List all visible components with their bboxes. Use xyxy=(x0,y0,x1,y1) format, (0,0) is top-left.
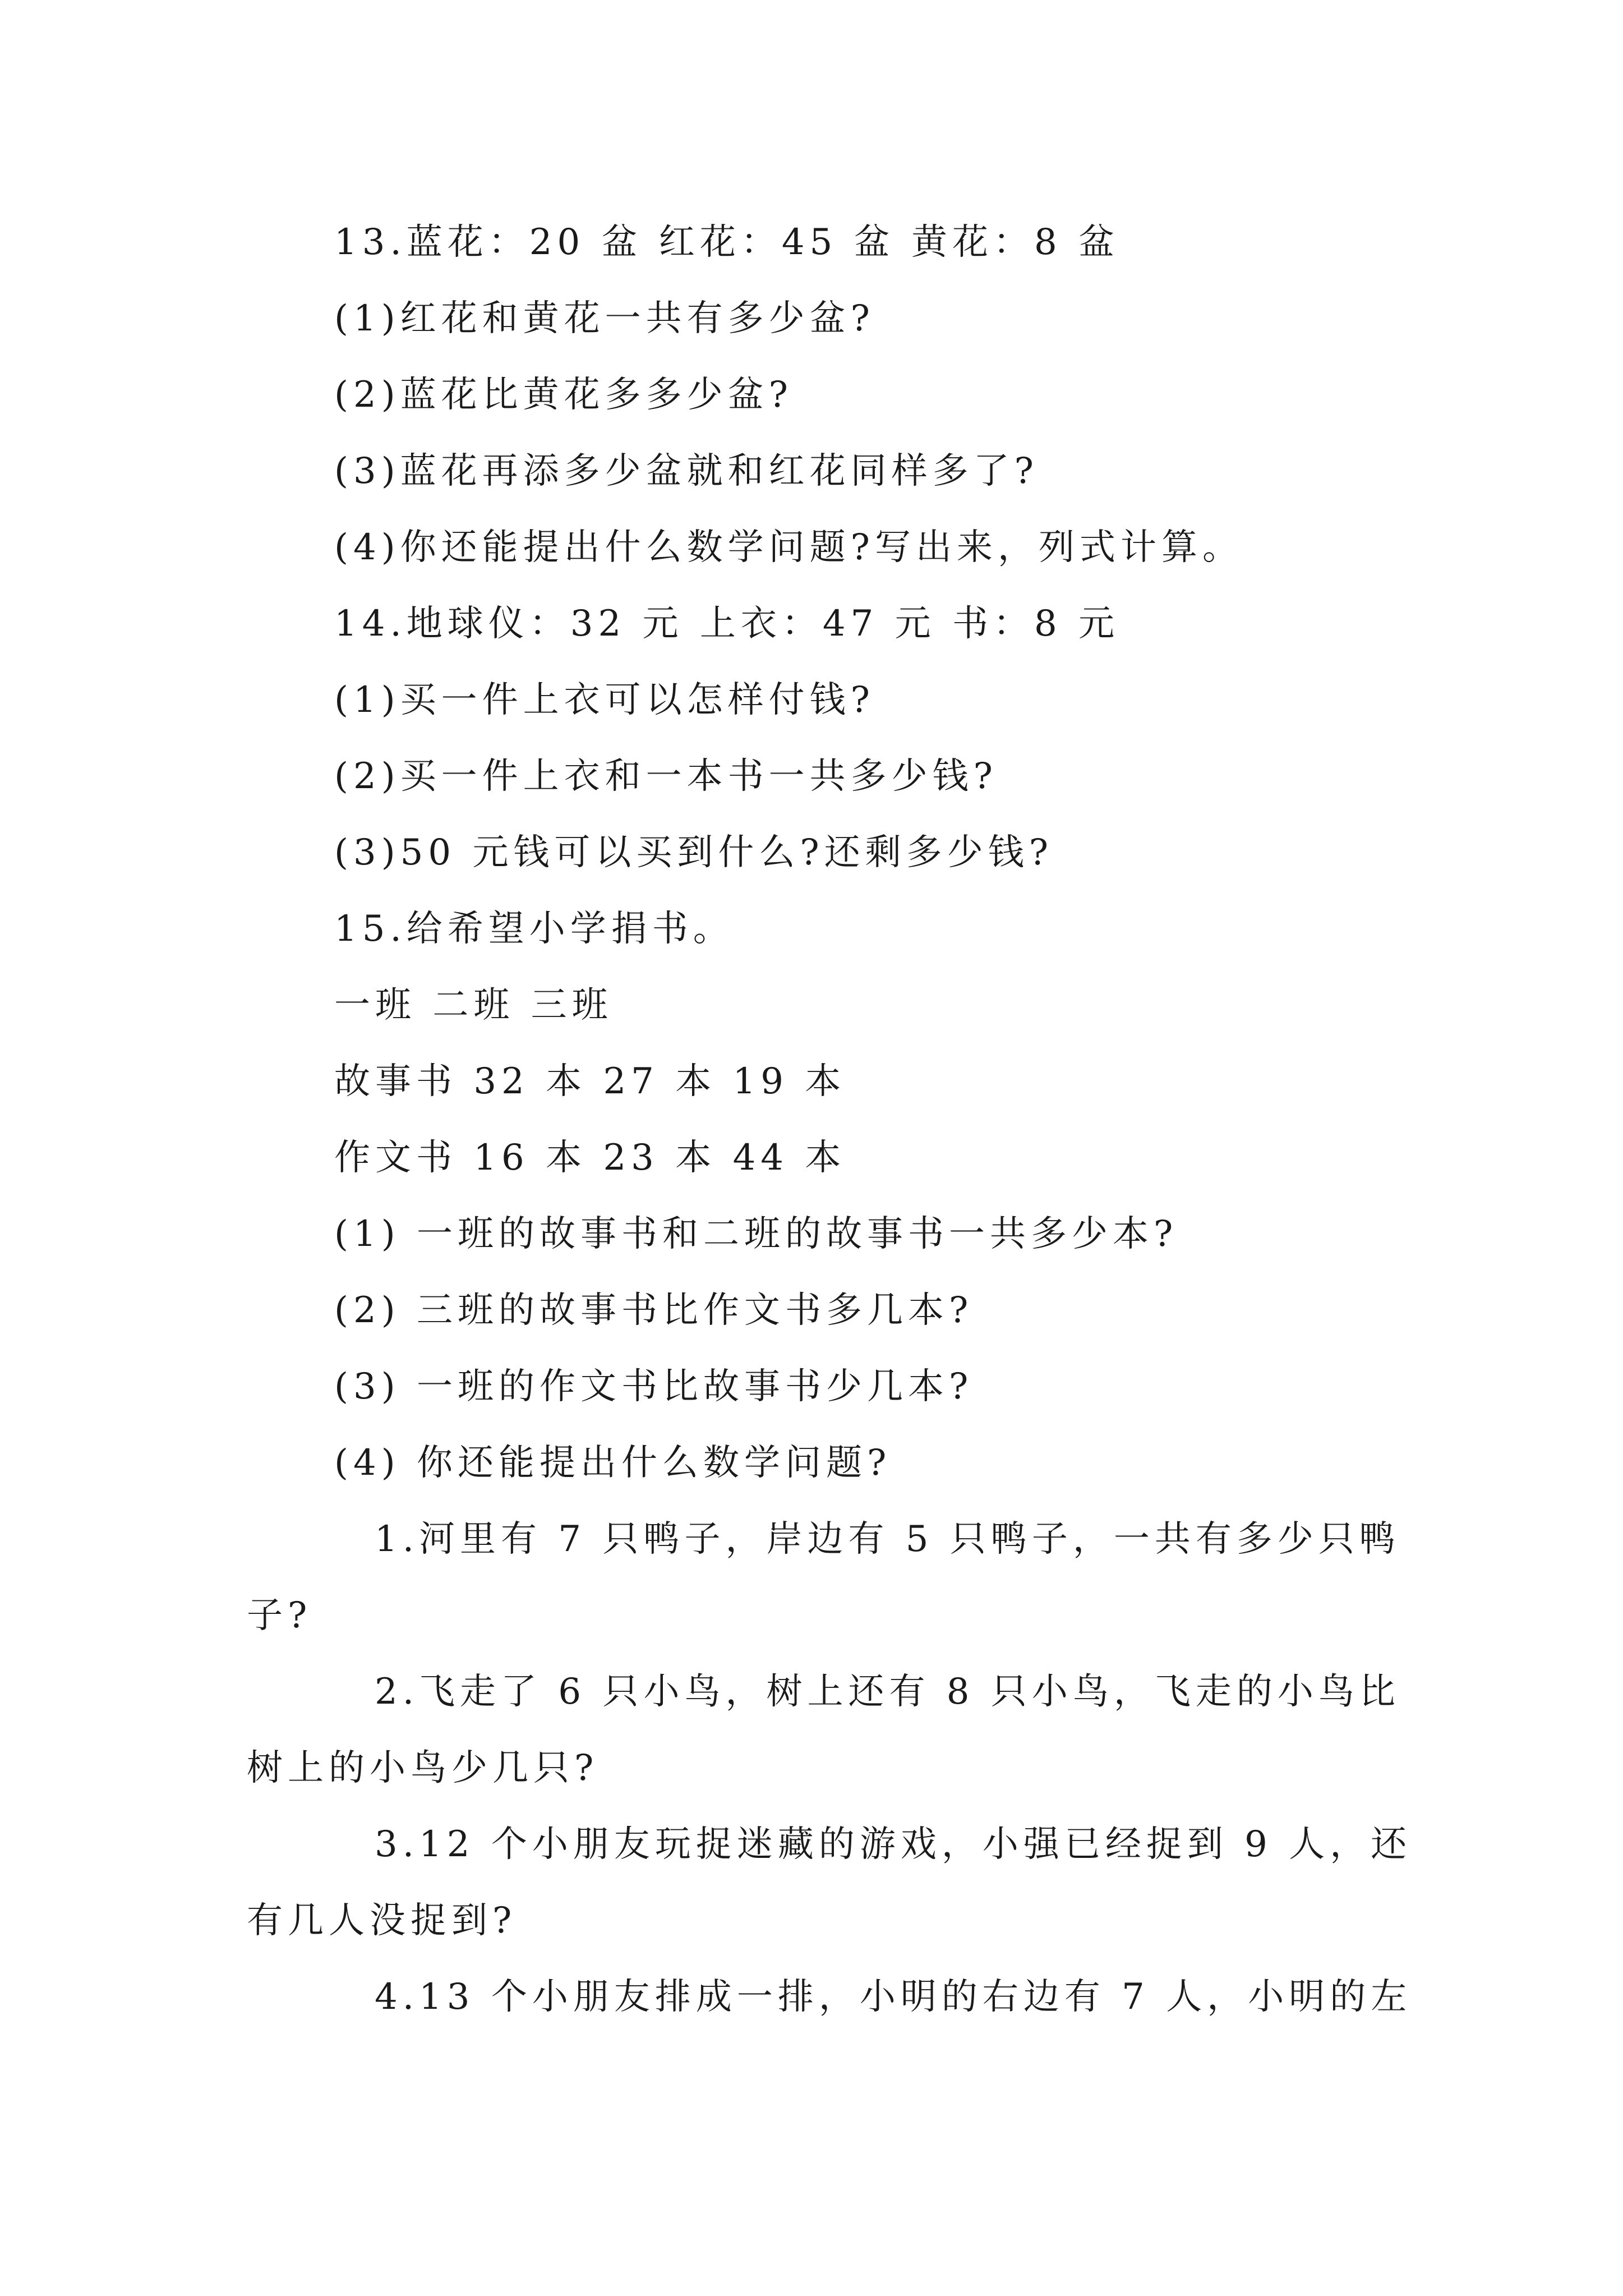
problem-14-q1: (1)买一件上衣可以怎样付钱? xyxy=(334,679,875,721)
problem-3-line-1: 3.12 个小朋友玩捉迷藏的游戏，小强已经捉到 9 人，还 xyxy=(375,1824,1412,1865)
problem-15-q4: (4) 你还能提出什么数学问题? xyxy=(334,1442,892,1484)
problem-13-q2: (2)蓝花比黄花多多少盆? xyxy=(334,374,793,416)
problem-13-q4: (4)你还能提出什么数学问题?写出来，列式计算。 xyxy=(334,527,1243,568)
problem-13-q3: (3)蓝花再添多少盆就和红花同样多了? xyxy=(334,450,1039,492)
problem-3-line-2: 有几人没捉到? xyxy=(247,1900,517,1941)
problem-2-line-2: 树上的小鸟少几只? xyxy=(247,1747,599,1789)
problem-1-line-2: 子? xyxy=(247,1595,312,1636)
problem-15-q1: (1) 一班的故事书和二班的故事书一共多少本? xyxy=(334,1213,1178,1255)
problem-15-story-books: 故事书 32 本 27 本 19 本 xyxy=(334,1061,846,1102)
problem-15-q2: (2) 三班的故事书比作文书多几本? xyxy=(334,1290,974,1331)
problem-14-q2: (2)买一件上衣和一本书一共多少钱? xyxy=(334,756,998,797)
problem-1-line-1: 1.河里有 7 只鸭子，岸边有 5 只鸭子，一共有多少只鸭 xyxy=(375,1519,1400,1560)
problem-14-q3: (3)50 元钱可以买到什么?还剩多少钱? xyxy=(334,832,1054,873)
problem-15-title: 15.给希望小学捐书。 xyxy=(334,908,734,950)
problem-15-class-header: 一班 二班 三班 xyxy=(334,984,613,1026)
problem-4-line-1: 4.13 个小朋友排成一排，小明的右边有 7 人，小明的左 xyxy=(375,1976,1412,2018)
problem-13-q1: (1)红花和黄花一共有多少盆? xyxy=(334,298,875,339)
problem-13-title: 13.蓝花：20 盆 红花：45 盆 黄花：8 盆 xyxy=(334,222,1120,263)
problem-14-title: 14.地球仪：32 元 上衣：47 元 书：8 元 xyxy=(334,603,1120,645)
problem-2-line-1: 2.飞走了 6 只小鸟，树上还有 8 只小鸟，飞走的小鸟比 xyxy=(375,1671,1400,1713)
problem-15-q3: (3) 一班的作文书比故事书少几本? xyxy=(334,1366,974,1407)
problem-15-essay-books: 作文书 16 本 23 本 44 本 xyxy=(334,1137,846,1179)
